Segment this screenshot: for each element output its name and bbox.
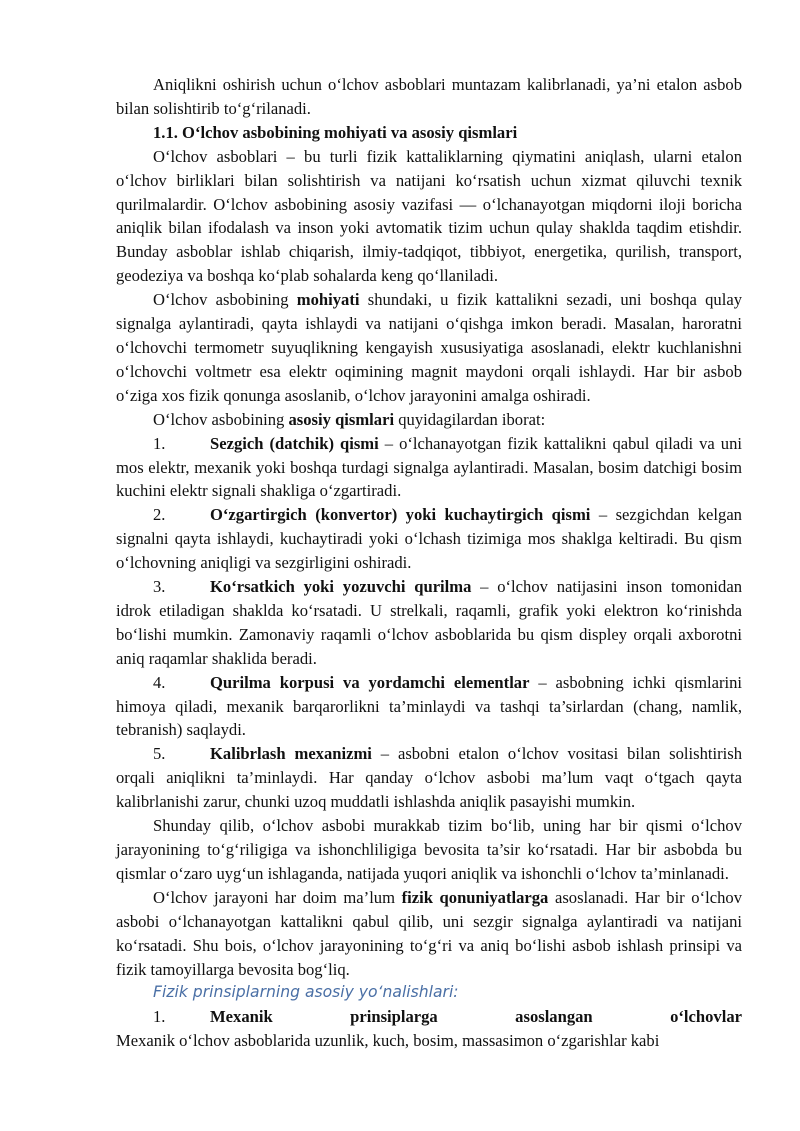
list-item-number: 4. <box>153 672 166 692</box>
paragraph-essence-post: shundaki, u fizik kattalikni sezadi, uni boshqa qulay signalga aylantiradi, qayta ishlaydi va natijani o‘qishga imkon beradi. Masalan, haroratni o‘lchovchi termometr suyuqlikning kengayish xususiyatiga asoslanadi, elektr kuchlanishni o‘lchovchi voltmetr esa elektr oqimining magnit maydoni orqali ishlaydi. Har bir asbob o‘ziga xos fizik qonunga asoslanib, o‘lchov jarayonini amalga oshiradi. <box>116 290 742 405</box>
paragraph-parts-intro <box>116 408 742 432</box>
paragraph-essence <box>116 288 742 408</box>
list-item-text: – o‘lchov natijasini inson tomonidan idrok etiladigan shaklda ko‘rsatadi. U strelkali, raqamli, grafik yoki elektron ko‘rinishda bo‘lishi mumkin. Zamonaviy raqamli o‘lchov asboblarida bu qism displey orqali axborotni aniq raqamlar shaklida beradi. <box>116 577 742 668</box>
list-item-title: Qurilma korpusi va yordamchi elementlar <box>210 672 530 692</box>
paragraph-mechanical: Mexanik o‘lchov asboblarida uzunlik, kuch, bosim, massasimon o‘zgarishlar kabi <box>116 1031 660 1051</box>
list-item-text: – asbobni etalon o‘lchov vositasi bilan solishtirish orqali aniqlikni ta’minlaydi. Har qanday o‘lchov asbobi ma’lum vaqt o‘tgach qayta kalibrlanishi zarur, chunki uzoq muddatli ishlashda aniqlik pasayishi mumkin. <box>116 744 742 812</box>
list-item <box>116 671 742 743</box>
paragraph-laws-bold: fizik qonuniyatlarga <box>401 887 549 907</box>
list-item-title: Mexanik prinsiplarga asoslangan o‘lchovlar <box>210 1007 742 1027</box>
subheading-principles: Fizik prinsiplarning asosiy yo‘nalishlari: <box>153 983 459 1002</box>
list-item-number: 1. <box>153 1007 166 1027</box>
list-item-text: – o‘lchanayotgan fizik kattalikni qabul qiladi va uni mos elektr, mexanik yoki boshqa turdagi signalga aylantiradi. Masalan, bosim datchigi bosim kuchini elektr signali shakliga o‘zgartiradi. <box>116 433 742 501</box>
list-item-title: Kalibrlash mexanizmi <box>210 744 372 764</box>
paragraph-calibration-intro: Aniqlikni oshirish uchun o‘lchov asboblari muntazam kalibrlanadi, ya’ni etalon asbob bilan solishtirib to‘g‘rilanadi. <box>116 75 742 118</box>
paragraph-laws-post: asoslanadi. Har bir o‘lchov asbobi o‘lchanayotgan kattalikni qabul qilib, uni sezgir signalga aylantiradi va natijani ko‘rsatadi. Shu bois, o‘lchov jarayonining to‘g‘ri va aniq bo‘lishi asbob ishlash prinsipi va fizik tamoyillarga bevosita bog‘liq. <box>116 887 742 979</box>
list-item-title: Ko‘rsatkich yoki yozuvchi qurilma <box>210 577 472 597</box>
list-item-text: – asbobning ichki qismlarini himoya qiladi, mexanik barqarorlikni ta’minlaydi va tashqi ta’sirlardan (chang, namlik, tebranish) saqlaydi. <box>116 672 742 740</box>
section-heading-text: 1.1. O‘lchov asbobining mohiyati va asosiy qismlari <box>153 122 518 142</box>
list-item <box>116 742 742 814</box>
paragraph-summary: Shunday qilib, o‘lchov asbobi murakkab tizim bo‘lib, uning har bir qismi o‘lchov jarayonining to‘g‘riligiga va ishonchliligiga bevosita ta’sir ko‘rsatadi. Har bir asbobda bu qismlar o‘zaro uyg‘un ishlaganda, natijada yuqori aniqlik va ishonchli o‘lchov ta’minlanadi. <box>116 816 742 883</box>
paragraph-parts-pre: O‘lchov asbobining <box>153 409 289 429</box>
paragraph-parts-post: quyidagilardan iborat: <box>394 409 546 429</box>
paragraph-essence-bold: mohiyati <box>296 290 360 310</box>
paragraph-laws-pre: O‘lchov jarayoni har doim ma’lum <box>153 887 402 907</box>
list-item-text: – sezgichdan kelgan signalni qayta ishlaydi, kuchaytiradi yoki o‘lchash tizimiga mos shaklga keltiradi. Bu qism o‘lchovning aniqligi va sezgirligini oshiradi. <box>116 505 742 573</box>
paragraph-parts-bold: asosiy qismlari <box>288 409 395 429</box>
list-item <box>116 432 742 504</box>
list-item <box>116 503 742 575</box>
list-item <box>116 575 742 671</box>
list-item-number: 2. <box>153 505 166 525</box>
paragraph-physical-laws <box>116 886 742 982</box>
list-item-number: 3. <box>153 577 166 597</box>
list-item-title: Sezgich (datchik) qismi <box>210 433 379 453</box>
list-item-heading <box>116 1005 742 1029</box>
paragraph-essence-pre: O‘lchov asbobining <box>153 290 297 310</box>
list-item-number: 5. <box>153 744 166 764</box>
section-heading <box>116 121 742 145</box>
list-item-title: O‘zgartirgich (konvertor) yoki kuchaytirgich qismi <box>210 505 591 525</box>
list-item-number: 1. <box>153 433 166 453</box>
paragraph-definition: O‘lchov asboblari – bu turli fizik kattaliklarning qiymatini aniqlash, ularni etalon o‘lchov birliklari bilan solishtirish va natijani ko‘rsatish uchun xizmat qiluvchi texnik qurilmalardir. O‘lchov asbobining asosiy vazifasi — o‘lchanayotgan miqdorni iloji boricha aniqlik bilan ifodalash va inson yoki avtomatik tizim uchun qulay shaklda taqdim etishdir. Bunday asboblar ishlab chiqarish, ilmiy-tadqiqot, tibbiyot, energetika, qurilish, transport, geodeziya va boshqa ko‘plab sohalarda keng qo‘llaniladi. <box>116 146 742 286</box>
